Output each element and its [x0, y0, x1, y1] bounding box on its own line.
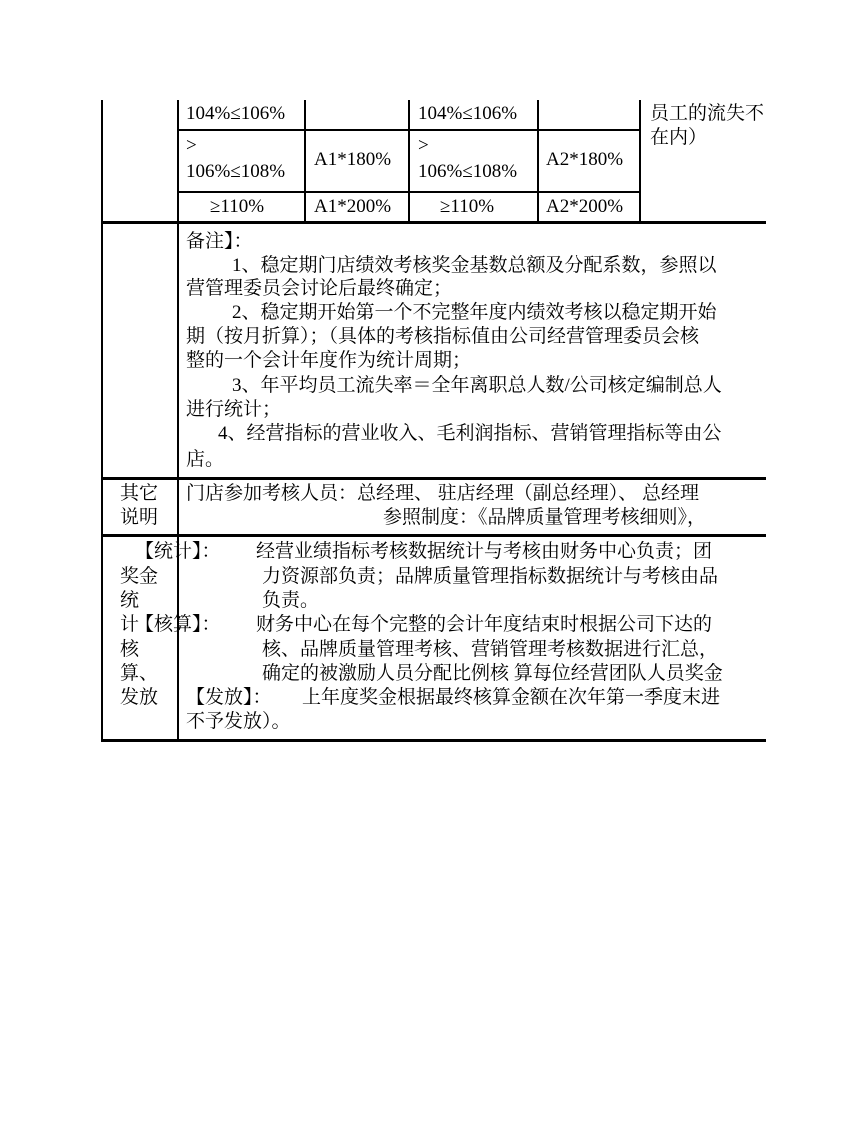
calc-line: 核、品牌质量管理考核、营销管理考核数据进行汇总， — [262, 639, 719, 660]
row-divider — [178, 129, 640, 131]
row-divider — [102, 534, 766, 537]
pay-tag: 【发放】： — [186, 687, 272, 708]
coefficient-cell: A1*180% — [314, 149, 392, 170]
row-divider — [178, 191, 640, 193]
bonus-label: 发放 — [120, 687, 159, 708]
stat-line: 负责。 — [262, 590, 320, 611]
bonus-label: 算、 — [120, 663, 159, 684]
stat-line: 力资源部负责；品牌质量管理指标数据统计与考核由品 — [262, 566, 719, 587]
column-divider — [639, 100, 641, 222]
side-note: 员工的流失不 — [650, 103, 765, 124]
calc-line: 确定的被激励人员分配比例核 算每位经营团队人员奖金 — [262, 663, 723, 684]
side-note: 在内） — [650, 127, 708, 148]
note-line: 3、年平均员工流失率＝全年离职总人数/公司核定编制总人 — [232, 375, 722, 396]
coefficient-cell: A2*200% — [546, 196, 624, 217]
range-cell: 104%≤106% — [418, 103, 518, 124]
range-prefix: > — [186, 135, 197, 156]
bonus-label: 奖金 — [120, 566, 159, 587]
stat-line: 经营业绩指标考核数据统计与考核由财务中心负责；团 — [256, 541, 713, 562]
note-line: 1、稳定期门店绩效考核奖金基数总额及分配系数，参照以 — [232, 255, 717, 276]
range-cell: 104%≤106% — [186, 103, 286, 124]
note-line: 期（按月折算）；（具体的考核指标值由公司经营管理委员会核 — [186, 326, 700, 347]
coefficient-cell: A2*180% — [546, 149, 624, 170]
column-divider — [177, 100, 179, 742]
calc-line: 财务中心在每个完整的会计年度结束时根据公司下达的 — [256, 614, 713, 635]
range-cell: ≥110% — [210, 196, 265, 217]
range-cell: 106%≤108% — [186, 161, 286, 182]
range-cell: ≥110% — [440, 196, 495, 217]
range-cell: 106%≤108% — [418, 161, 518, 182]
bonus-label: 统 — [120, 590, 140, 611]
range-prefix: > — [418, 135, 429, 156]
other-line: 参照制度：《品牌质量管理考核细则》， — [383, 507, 707, 528]
bonus-label: 核 — [120, 639, 140, 660]
stat-tag: 【统计】： — [135, 541, 221, 562]
table-border-bottom — [102, 739, 766, 742]
note-line: 整的一个会计年度作为统计周期； — [186, 350, 472, 371]
coefficient-cell: A1*200% — [314, 196, 392, 217]
note-line: 店。 — [186, 449, 225, 470]
table-border-left — [101, 100, 103, 742]
bonus-label: 计 — [120, 614, 140, 635]
column-divider — [408, 100, 410, 222]
note-line: 进行统计； — [186, 399, 282, 420]
pay-line: 不予发放）。 — [186, 711, 291, 732]
pay-line: 上年度奖金根据最终核算金额在次年第一季度末进 — [302, 687, 721, 708]
note-line: 2、稳定期开始第一个不完整年度内绩效考核以稳定期开始 — [232, 302, 717, 323]
other-label: 说明 — [120, 507, 159, 528]
calc-tag: 【核算】： — [135, 614, 221, 635]
row-divider — [102, 477, 766, 480]
row-divider — [102, 221, 766, 224]
column-divider — [304, 100, 306, 222]
note-line: 营管理委员会讨论后最终确定； — [186, 278, 453, 299]
column-divider — [537, 100, 539, 222]
other-label: 其它 — [120, 483, 159, 504]
other-line: 门店参加考核人员：总经理、 驻店经理（副总经理）、 总经理 — [186, 483, 700, 504]
notes-title: 备注】： — [186, 231, 253, 252]
note-line: 4、经营指标的营业收入、毛利润指标、营销管理指标等由公 — [218, 423, 722, 444]
